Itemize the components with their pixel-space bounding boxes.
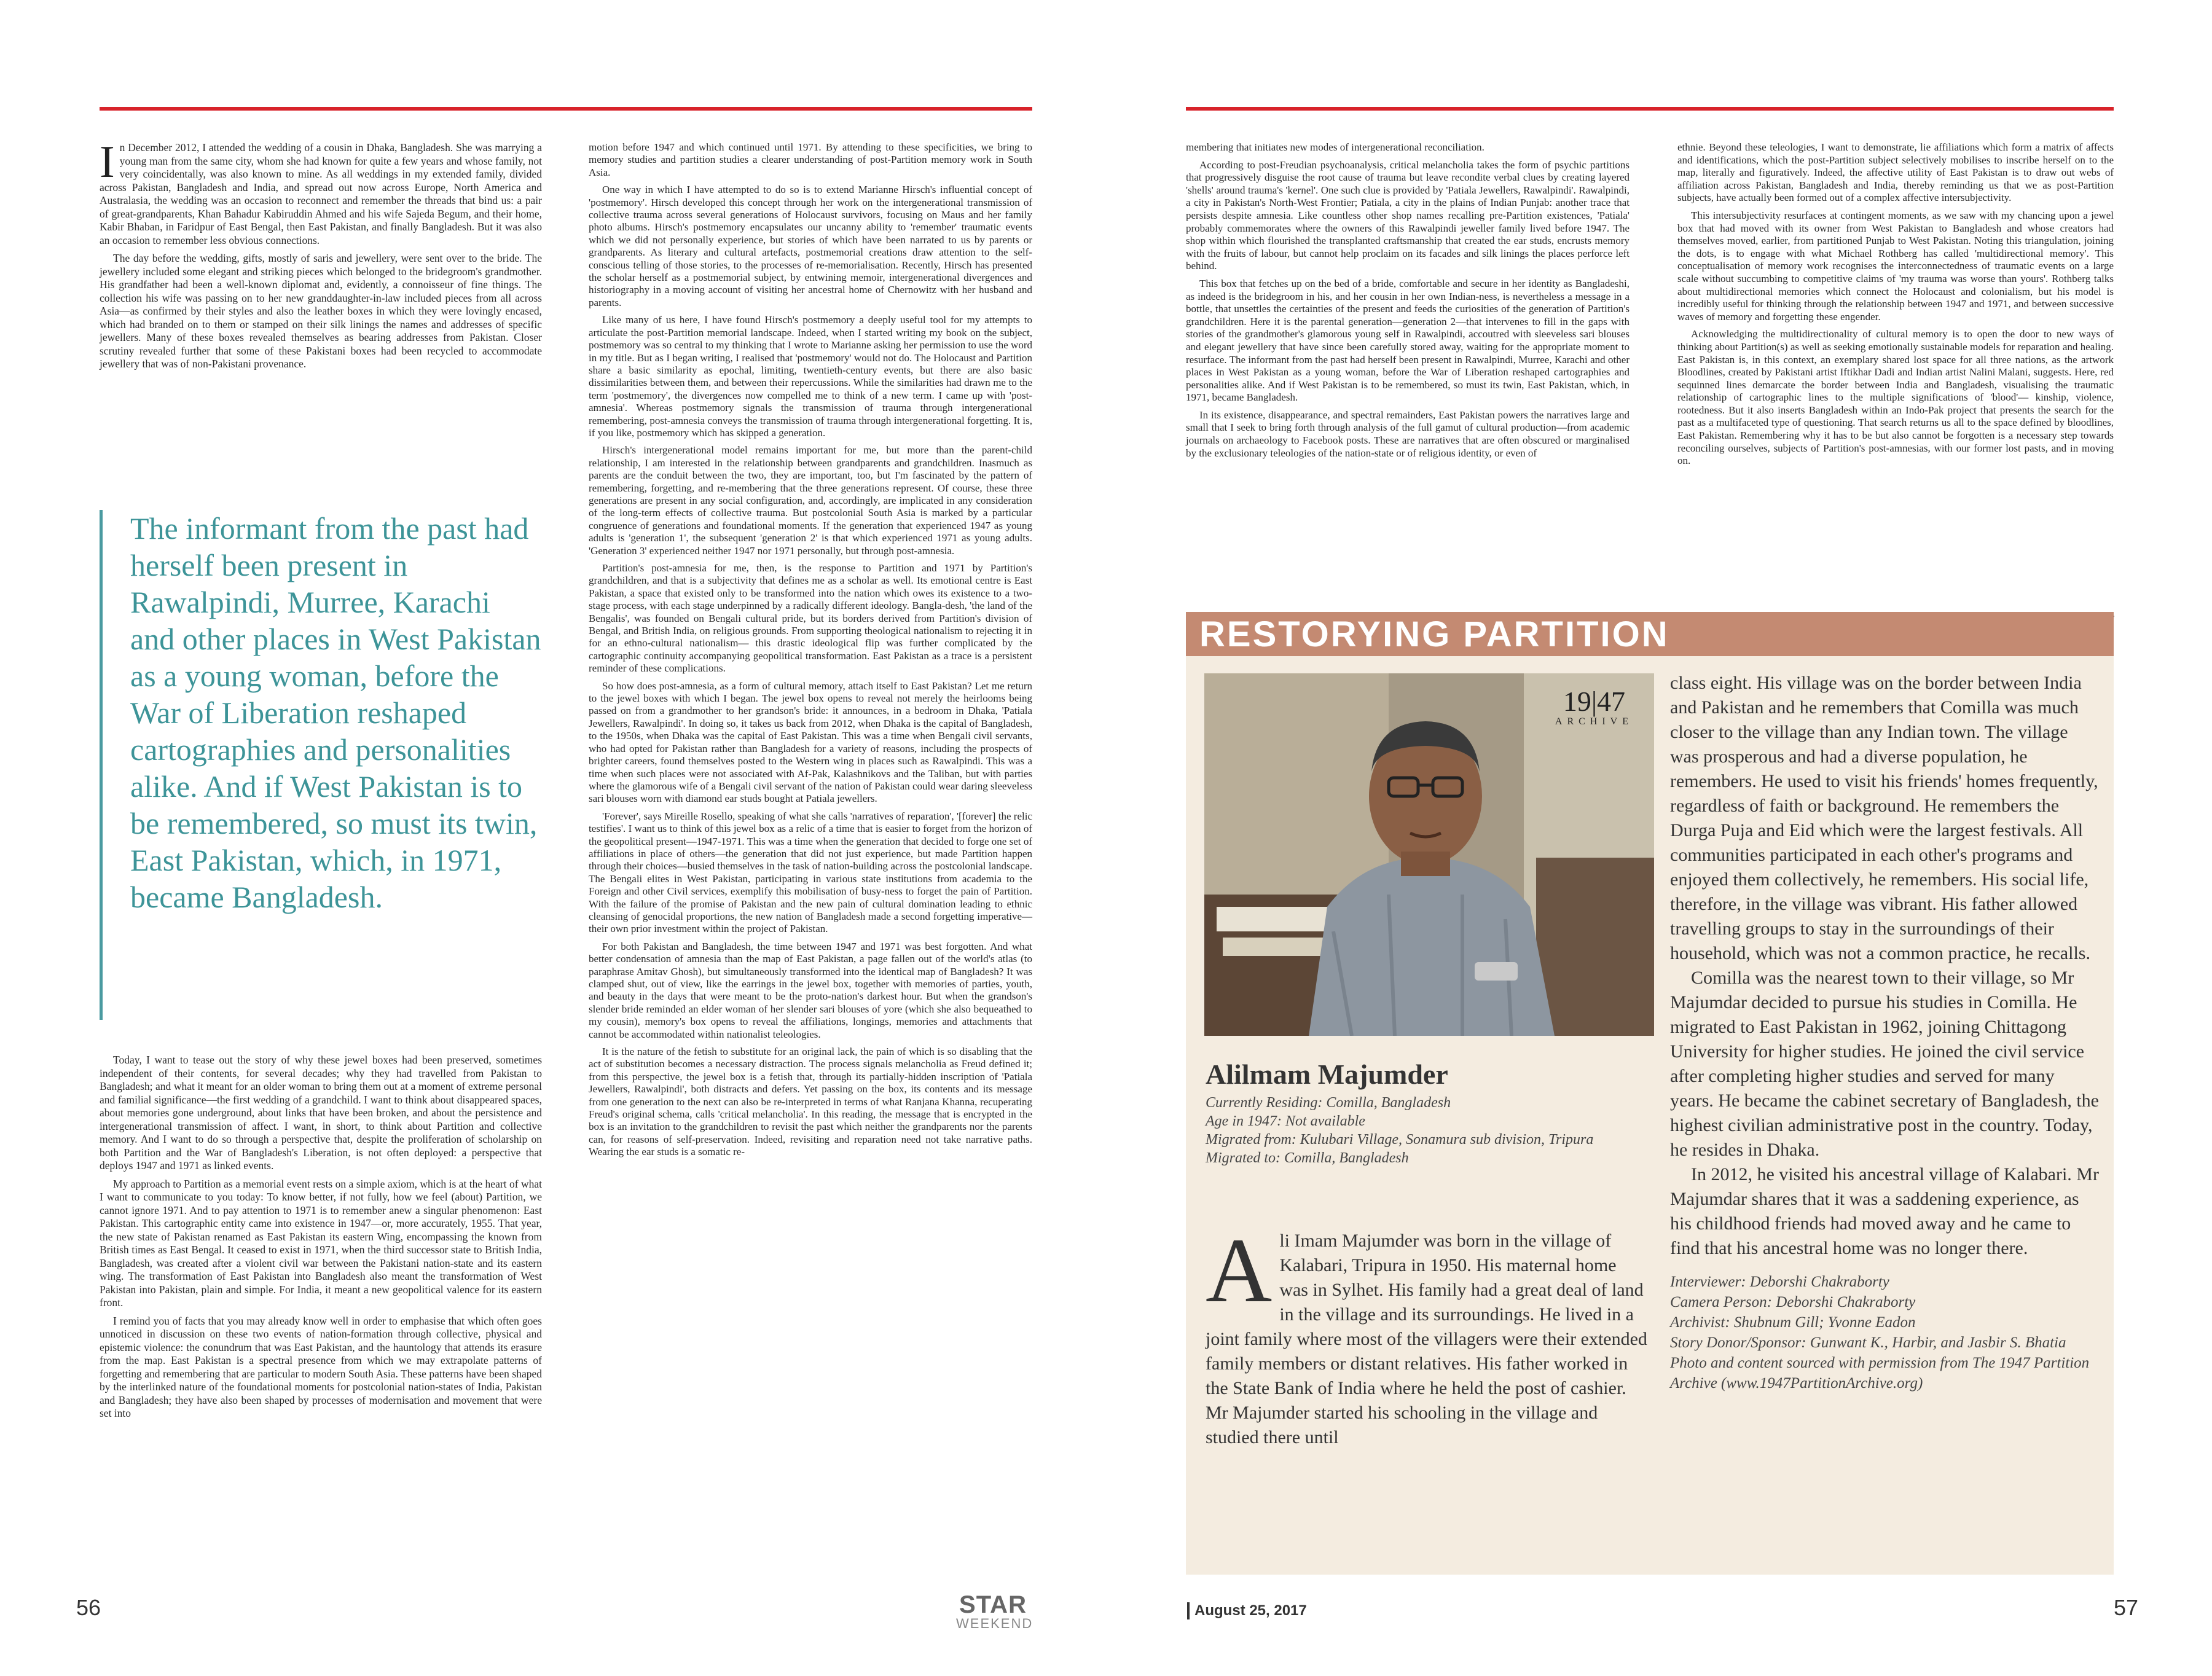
story-col-right [1670,671,2100,1393]
dropcap-a: A [1206,1220,1273,1322]
paragraph: Like many of us here, I have found Hirsch's postmemory a deeply useful tool for my attempts to articulate the post-Partition memorial landscape. Indeed, when I started writing my book on the subject, postmemory was so central to my thinking that I wrote to Marianne asking her permission to use the word in my title. But as I began writing, I realised that 'postmemory' would not do. The Holocaust and Partition share a basic similarity as epochal, limiting, twentieth-century events, but there are also basic dissimilarities between them, and between their repercussions. While the similarities had drawn me to the term 'postmemory', the divergences now compelled me to think of a new term. I came up with 'post-amnesia'. Whereas postmemory signals the transmission of trauma through intergenerational remembering, post-amnesia conveys the transmission of trauma through intergenerational forgetting. It is, if you like, postmemory which has skipped a generation. [589,314,1032,439]
restorying-title: RESTORYING PARTITION [1199,614,1669,654]
paragraph: Hirsch's intergenerational model remains important for me, but more than the parent-child relationship, I am interested in the relationship between grandparents and grandchildren. Inasmuch as parents are the conduit between the two, they are important, too, but I'm fascinated by the pattern of remembering, forgetting, and re-membering that the three generations represent. Of course, these three generations are present in any social configuration, and, accordingly, are implicated in any consideration of the long-term effects of collective trauma. But postcolonial South Asia is marked by a particular congruence of generations and foundational moments. If the generation that experienced 1947 as young adults is 'generation 1', the subsequent 'generation 2' is that which experienced 1971 as young adults. 'Generation 3' experienced neither 1947 nor 1971 personally, but through post-amnesia. [589,444,1032,557]
masthead-weekend: WEEKEND [956,1616,1033,1631]
pull-quote: The informant from the past had herself been present in Rawalpindi, Murree, Karachi and other places in West Pakistan as a young woman, before the War of Liberation reshaped cartographies and personalities alike. And if West Pakistan is to be remembered, so must its twin, East Pakistan, which, in 1971, became Bangladesh. [100,510,542,1020]
story-paragraph: li Imam Majumder was born in the village of Kalabari, Tripura in 1950. His maternal home was in Sylhet. His family had a great deal of land in the village and its surroundings. He lived in a joint family where most of the villagers were their extended family members or distant relatives. His father worked in the State Bank of India where he held the post of cashier. Mr Majumder started his schooling in the village and studied there until [1206,1231,1647,1447]
top-rule-right [1186,107,2114,111]
paragraph: This box that fetches up on the bed of a bride, comfortable and secure in her identity as Bangladeshi, as indeed is the bridegroom in his, and her cousin in her own Indian-ness, is nevertheless a message in a bottle, that unsettles the certainties of the present and feeds the curiosities of the generation of Partition's grandchildren. Here it is the parental generation—generation 2—that intervenes to fill in the gaps with stories of the grandmother's glamorous young self in Rawalpindi, accoutred with sleeveless sari blouses and elegant jewellery that have since been carefully stored away, waiting for the appropriate moment to resurface. The informant from the past had herself been present in Rawalpindi, Murree, Karachi and other places in West Pakistan as a young woman, before the War of Liberation reshaped cartographies and personalities alike. And if West Pakistan is to be remembered, so must its twin, East Pakistan, which, in 1971, became Bangladesh. [1186,277,1630,404]
story-paragraph: class eight. His village was on the border between India and Pakistan and he remembers that Comilla was much closer to the village than any Indian town. The village was prosperous and had a diverse population, he remembers. He used to visit his friends' homes frequently, regardless of faith or background. He remembers the Durga Puja and Eid which were the largest festivals. All communities participated in each other's programs and enjoyed them collectively, he remembers. His social life, therefore, in the village was vibrant. His father allowed travelling groups to stay in the surroundings of their household, which was not a common practice, he recalls. [1670,673,2098,963]
dropcap-i: I [100,137,115,187]
intro-paragraph: n December 2012, I attended the wedding of a cousin in Dhaka, Bangladesh. She was marrying a young man from the same city, whom she had known for quite a few years and whose family, not very coincidentally, was also known to mine. As all weddings in my extended family, divided across Pakistan, Bangladesh and India, and spread out now across Europe, North America and Australasia, the wedding was an occasion to reconnect and remember the threads that bind us: a pair of great-grandparents, Khan Bahadur Kabiruddin Ahmed and his wife Sajeda Begum, and their home, Kabir Bhaban, in Faridpur of East Bengal, then East Pakistan, and finally Bangladesh. But it was also an occasion to remember less obvious connections. [100,141,542,246]
paragraph: So how does post-amnesia, as a form of cultural memory, attach itself to East Pakistan? Let me return to the jewel boxes with which I began. The jewel box opens to reveal not merely the heirlooms being passed on from a grandmother to her grandson's bride: it announces, in a bedroom in Dhaka, 'Patiala Jewellers, Rawalpindi'. In doing so, it takes us back from 2012, when Dhaka is the capital of Bangladesh, to the 1950s, when Dhaka was the capital of East Pakistan. This was a time when Bengali civil servants, who had opted for Pakistan rather than Bangladesh for a variety of reasons, including the prospects of brighter careers, found themselves posted to the Western wing in places such as Rawalpindi. This was a time when such places were not associated with Af-Pak, Kalashnikovs and the Taliban, but with parties where the glamorous wife of a Bengali civil servant of the nation of Pakistan could wear daring sleeveless sari blouses worn with diamond ear studs bought at Patiala jewellers. [589,679,1032,805]
paragraph: According to post-Freudian psychoanalysis, critical melancholia takes the form of psychic partitions that progressively disguise the root cause of trauma but leave recondite verbal clues by creating layered 'shells' around trauma's 'kernel'. One such clue is provided by 'Patiala Jewellers, Rawalpindi'. Rawalpindi, a city in Pakistan's North-West Frontier; Patiala, a city in the plains of Indian Punjab: another trace that persists despite amnesia. Like countless other shop names recalling pre-Partition existences, 'Patiala' probably commemorates where the owners of this Rawalpindi jeweller family lived before 1947. The shop within which flourished the transplanted craftsmanship that created the ear studs, encrusts memory with the fruits of labour, but cannot help proclaim on its facades and silk linings the places perforce left behind. [1186,159,1630,272]
page-number-left: 56 [76,1595,101,1620]
restorying-header [1186,612,2114,656]
credits [1670,1272,2100,1393]
paragraph: motion before 1947 and which continued until 1971. By attending to these specificities, we bring to memory studies and partition studies a clearer understanding of post-Partition memory work in South Asia. [589,141,1032,178]
paragraph: One way in which I have attempted to do so is to extend Marianne Hirsch's influential concept of 'postmemory'. Hirsch developed this concept through her work on the intergenerational transmission of collective trauma across several generations of Holocaust survivors, focusing on Maus and her family photo albums. Hirsch's postmemory encapsulates our uncanny ability to 'remember' traumatic events which we did not personally experience, but stories of which have been narrated to us by parents or grandparents. As literary and cultural artefacts, postmemorial creations draw attention to the self-conscious telling of those stories, to the processes of re-memorialisation. Recently, Hirsch has presented the scholar herself as a postmemorial subject, by entwining memoir, intergenerational divergences and historiography in a moving account of visiting her ancestral home of Chernowitz with her husband and parents. [589,184,1032,308]
paragraph: This intersubjectivity resurfaces at contingent moments, as we saw with my chancing upon a jewel box that had moved with its owner from West Pakistan to Bangladesh and whose creators had themselves moved, earlier, from partitioned Punjab to West Pakistan. Noting this triangulation, joining the dots, is to engage with what Michael Rothberg has called 'multidirectional memory'. This conceptualisation of memory work recognises the interconnectedness of traumatic events on a large scale without succumbing to competitive claims of 'my trauma was worse than yours'. Rothberg talks about multidirectional memories which connect the Holocaust and colonialism, but his model is incredibly useful for thinking through the relationship between 1947 and 1971, and between successive waves of memory and forgetting these engender. [1677,209,2114,323]
left-col1-top [100,137,542,376]
interviewee-name: Alilmam Majumder [1206,1059,1448,1090]
story-col-left [1206,1220,1648,1450]
archive-number: 19|47 [1563,686,1626,717]
left-col2 [589,141,1032,1164]
paragraph: 'Forever', says Mireille Rosello, speaking of what she calls 'narratives of reparation', '[forever] the relic testifies'. I want us to think of this jewel box as a relic of a time that is easier to forget from the horizon of the geopolitical present—1947-1971. This was a time when the generation that decided to forge one set of affiliations in place of others—the generation that did not just experience, but made Partition happen through their choices—busied themselves in the task of nation-building across the postcolonial landscape. The Bengali elites in West Pakistan, participating in various state institutions from academia to the Foreign and other Civil services, exemplify this mobilisation of busy-ness to forget the pain of Partition. With the failure of the promise of Pakistan and the new pain of cultural domination leading to ethnic cleansing of genocidal proportions, the new nation of Bangladesh made a second forgetting imperative—their own prior investment within the project of Pakistan. [589,810,1032,935]
meta-line: Migrated from: Kulubari Village, Sonamura sub division, Tripura [1206,1132,1594,1148]
paragraph: The day before the wedding, gifts, mostly of saris and jewellery, were sent over to the bride. The jewellery included some elegant and striking pieces which belonged to the bridegroom's grandmother. His grandfather had been a well-known diplomat and, evidently, a connoisseur of fine things. The collection his wife was passing on to her new granddaughter-in-law included pieces from all across Asia—as confirmed by their styles and also the leather boxes in which they were lovingly encased, which had branded on to them or stamped on their silk linings the names and addresses of specific jewellers. Many of these boxes revealed themselves as bearing addresses from Pakistan. Closer scrutiny revealed further that some of these Pakistani boxes had been recycled to accommodate jewellery that was of non-Pakistani provenance. [100,252,542,370]
star-weekend-logo [956,1591,1033,1631]
portrait-photo [1204,673,1654,1036]
credit-line: Photo and content sourced with permission from The 1947 Partition Archive (www.1947PartitionArchive.org) [1670,1355,2090,1392]
meta-line: Currently Residing: Comilla, Bangladesh [1206,1095,1451,1111]
top-rule-left [100,107,1032,111]
right-col3 [1186,141,1630,464]
paragraph: It is the nature of the fetish to substitute for an original lack, the pain of which is so disabling that the act of substitution becomes a necessary distraction. The process signals melancholia as Freud defined it; from this perspective, the jewel box is a fetish that, through its partially-hidden inscription of 'Patiala Jewellers, Rawalpindi', both distracts and defers. Yet passing on the box, its contents and its message from one generation to the next can also be re-interpreted in terms of what Ranjana Khanna, recuperating Freud's original schema, calls 'critical melancholia'. In this reading, the message that is encrypted in the box is an invitation to the grandchildren to revisit the past which neither the grandparents nor the parents can, for reasons of self-preservation. Indeed, revisiting and reparation need not take narrative paths. Wearing the ear studs is a somatic re- [589,1046,1032,1158]
paragraph: ethnie. Beyond these teleologies, I want to demonstrate, lie affiliations which form a matrix of affects and identifications, which the post-Partition subject selectively mobilises to inscribe herself on to the map, literally and figuratively. Indeed, the affective utility of East Pakistan is to draw out webs of affiliation across Pakistan, Bangladesh and India, thereby reminding us that we as post-Partition subjects, have actually been formed out of a complex affective intersubjectivity. [1677,141,2114,204]
meta-line: Age in 1947: Not available [1206,1113,1365,1129]
paragraph: Today, I want to tease out the story of why these jewel boxes had been preserved, sometimes independent of their contents, for several decades; why they had travelled from Pakistan to Bangladesh; and what it meant for an older woman to bring them out at a moment of extreme personal and familial significance—the first wedding of a grandchild. I want to think about disappeared spaces, about memories gone underground, about links that have been broken, and about the persistence and intergenerational transmission of affect. I want, in short, to think about Partition and collective memory. And I want to do so through a perspective that, despite the proliferation of scholarship on both Partition and the War of Bangladesh's Liberation, is not often deployed: a perspective that deploys 1947 and 1971 as linked events. [100,1054,542,1172]
credit-line: Archivist: Shubnum Gill; Yvonne Eadon [1670,1314,1916,1331]
masthead-star: STAR [959,1591,1027,1618]
archive-word: ARCHIVE [1555,716,1633,727]
credit-line: Story Donor/Sponsor: Gunwant K., Harbir, and Jasbir S. Bhatia [1670,1334,2066,1351]
paragraph: membering that initiates new modes of intergenerational reconciliation. [1186,141,1484,153]
issue-date: August 25, 2017 [1187,1602,1307,1619]
paragraph: I remind you of facts that you may already know well in order to emphasise that which often goes unnoticed in discussion on these two events of nation-formation through collective, physical and epistemic violence: the conundrum that was East Pakistan, and the hauntology that attends its erasure from the map. East Pakistan is a spectral presence from which we may extrapolate patterns of forgetting and remembering that are particular to modern South Asia. These patterns have been shaped by the interlinked nature of the foundational moments for postcolonial nation-states of India, Pakistan and Bangladesh; they have also been shaped by processes of modernisation and movement that were set into [100,1314,542,1419]
meta-line: Migrated to: Comilla, Bangladesh [1206,1150,1409,1166]
interviewee-meta [1206,1094,1648,1167]
archive-watermark [1555,687,1633,727]
story-paragraph: Comilla was the nearest town to their village, so Mr Majumdar decided to pursue his studies in Comilla. He migrated to East Pakistan in 1962, joining Chittagong University for higher studies. He joined the civil service after completing higher studies and served for many years. He became the cabinet secretary of Bangladesh, the highest civilian administrative post in the country. Today, he resides in Dhaka. [1670,968,2099,1160]
story-paragraph: In 2012, he visited his ancestral village of Kalabari. Mr Majumdar shares that it was a saddening experience, as his childhood friends had moved away and he came to find that his ancestral home was no longer there. [1670,1164,2099,1258]
page-number-right: 57 [2114,1595,2139,1620]
paragraph: For both Pakistan and Bangladesh, the time between 1947 and 1971 was best forgotten. And what better condensation of amnesia than the map of East Pakistan, a page fallen out of the world's atlas (to paraphrase Amitav Ghosh), but simultaneously transformed into the identical map of Bangladesh? It was clamped shut, out of view, like the earrings in the jewel box, together with memories of parties, youth, and beauty in the days that were meant to be the proto-nation's darkest hour. But when the grandson's slender bride reminded an elder woman of her slender sari blouses of yore (which she also bequeathed to my cousin), memory's box opens to reveal the affiliations, longings, memories and attachments that cannot be accommodated within nationalist teleologies. [589,940,1032,1040]
portrait-illustration [1204,673,1654,1036]
credit-line: Camera Person: Deborshi Chakraborty [1670,1294,1916,1310]
left-col1-bottom [100,1054,542,1425]
paragraph: My approach to Partition as a memorial event rests on a simple axiom, which is at the heart of what I want to communicate to you today: To know better, if not fully, how we feel (about) Partition, we cannot ignore 1971. And to pay attention to 1971 is to remember anew a singular phenomenon: East Pakistan. This cartographic entity came into existence in 1947—or, more accurately, 1955. That year, the new state of Pakistan renamed as East Pakistan its eastern Wing, encompassing the known from British times as East Bengal. It ceased to exist in 1971, when the third successor state to British India, Bangladesh, was created after a violent civil war between the Pakistani nation-state and its eastern wing. The transformation of East Pakistan into Bangladesh also meant the transformation of West Pakistan into Pakistan, plain and simple. For India, it meant a new geopolitical valence for its eastern front. [100,1177,542,1309]
right-col4 [1677,141,2114,472]
paragraph: Partition's post-amnesia for me, then, is the response to Partition and 1971 by Partition's grandchildren, and that is a subjectivity that defines me as a scholar as well. Its emotional centre is East Pakistan, a space that existed only to be transformed into the nation which owes its existence to a two-stage process, with each stage underpinned by a radically different ideology. Bangla-desh, 'the land of the Bengalis', was founded on Bengali cultural pride, but its borders derived from Partition's division of Bengal, and British India, on religious grounds. From supporting theological nationalism to rejecting it in for an ethno-cultural nationalism— this drastic ideological flip was further complicated by the cartographic continuity accompanying geopolitical transformation. East Pakistan as a trace is a persistent reminder of these complications. [589,562,1032,675]
paragraph: Acknowledging the multidirectionality of cultural memory is to open the door to new ways of thinking about Partition(s) as well as seeking emotionally sustainable models for reparation and healing. East Pakistan is, in this context, an exemplary shared lost space for all three nations, as the artwork Bloodlines, created by Pakistani artist Iftikhar Dadi and Indian artist Nalini Malani, suggests. Here, red sequinned lines demarcate the border between India and Bangladesh, visualising the traumatic relationship of cartographic lines to the multiple significations of 'blood'— kinship, violence, rootedness. But it also inserts Bangladesh within an Indo-Pak project that presents the search for the past as a multifaceted type of questioning. That search returns us all to the space defined by bloodlines, East Pakistan. Remembering why it has to be but also cannot be forgotten is a necessary step towards reconciling ourselves, subjects of Partition's post-amnesias, with our former lost pasts, and in moving on. [1677,328,2114,467]
paragraph: In its existence, disappearance, and spectral remainders, East Pakistan powers the narratives large and small that I seek to bring forth through analysis of the full gamut of cultural production—from academic journals on archaeology to Facebook posts. These are narratives that are often obscured or marginalised by the exclusionary teleologies of the nation-state or of religious identity, or even of [1186,409,1630,459]
credit-line: Interviewer: Deborshi Chakraborty [1670,1274,1889,1290]
